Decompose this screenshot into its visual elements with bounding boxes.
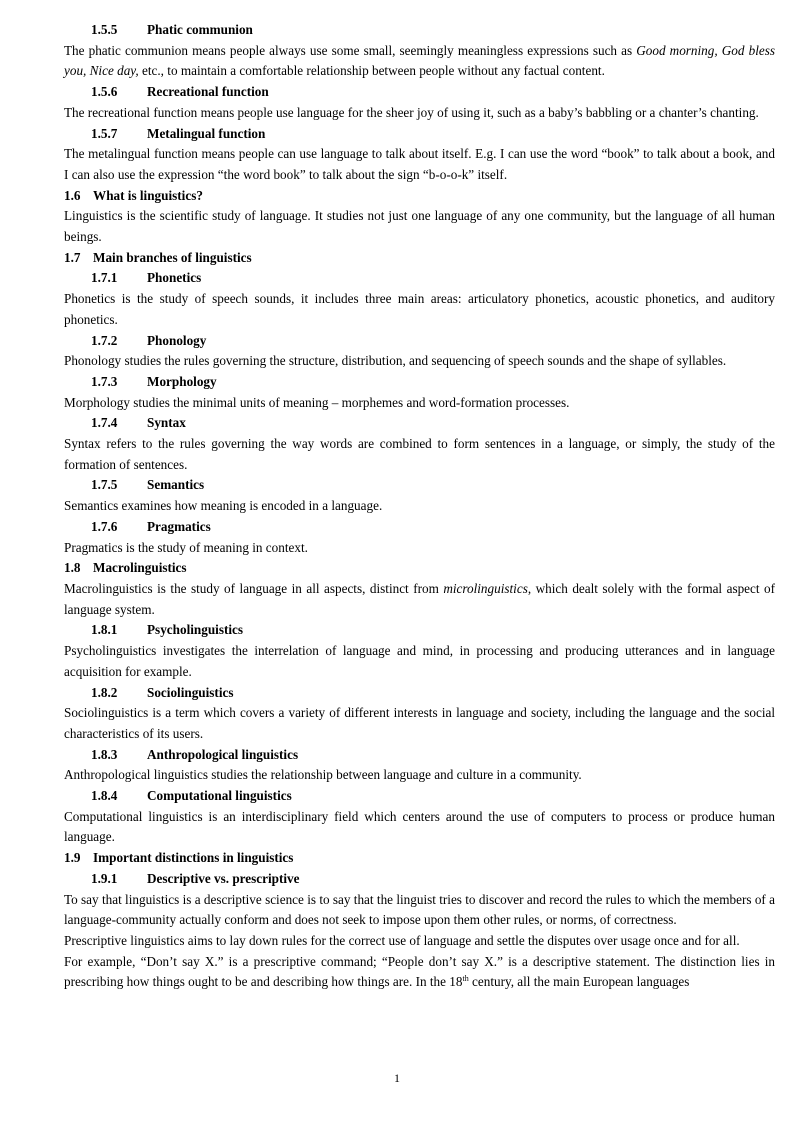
paragraph: Anthropological linguistics studies the relationship between language and culture in a community. — [64, 767, 582, 783]
section-title: Descriptive vs. prescriptive — [147, 870, 300, 886]
section-number: 1.5.7 — [91, 125, 118, 141]
superscript: th — [462, 974, 469, 984]
heading-1-9 — [64, 848, 775, 869]
heading-1-8-2 — [64, 683, 775, 704]
paragraph: Phonetics is the study of speech sounds, it includes three main areas: articulatory phonetics, acoustic phonetics, and auditory phonetics. — [64, 291, 775, 327]
text: Macrolinguistics is the study of language in all aspects, distinct from — [64, 580, 444, 596]
section-number: 1.6 — [64, 187, 81, 203]
heading-1-5-5 — [64, 20, 775, 41]
paragraph: Pragmatics is the study of meaning in context. — [64, 539, 308, 555]
page-number: 1 — [394, 1071, 400, 1085]
section-title: Anthropological linguistics — [147, 746, 299, 762]
heading-1-5-7 — [64, 124, 775, 145]
heading-1-7-3 — [64, 372, 775, 393]
section-title: Macrolinguistics — [93, 560, 187, 576]
heading-1-5-6 — [64, 82, 775, 103]
paragraph: Syntax refers to the rules governing the way words are combined to form sentences in a language, or simply, the study of the formation of sentences. — [64, 436, 775, 472]
paragraph: Linguistics is the scientific study of language. It studies not just one language of any one community, but the language of all human beings. — [64, 208, 775, 245]
section-number: 1.8 — [64, 560, 81, 576]
text: , which dealt solely with the formal aspect of language system. — [64, 580, 776, 617]
section-number: 1.8.3 — [91, 746, 118, 762]
section-number: 1.7.5 — [91, 477, 118, 493]
heading-1-7-5 — [64, 475, 775, 496]
section-number: 1.7.6 — [91, 518, 118, 534]
heading-1-9-1 — [64, 869, 775, 890]
paragraph: Sociolinguistics is a term which covers a variety of different interests in language and society, including the language and the social characteristics of its users. — [64, 705, 775, 741]
paragraph: Prescriptive linguistics aims to lay down rules for the correct use of language and settle the disputes over usage once and for all. — [64, 932, 740, 948]
section-title: Metalingual function — [147, 125, 266, 141]
section-number: 1.5.6 — [91, 84, 118, 100]
section-number: 1.7.3 — [91, 373, 118, 389]
section-title: Psycholinguistics — [147, 622, 243, 638]
heading-1-8-4 — [64, 786, 775, 807]
section-title: What is linguistics? — [93, 187, 203, 203]
heading-1-7-6 — [64, 517, 775, 538]
heading-1-7-4 — [64, 413, 775, 434]
section-title: Phatic communion — [147, 22, 253, 37]
section-number: 1.9.1 — [91, 870, 118, 886]
section-number: 1.8.2 — [91, 684, 118, 700]
section-number: 1.7.4 — [91, 415, 118, 431]
section-title: Morphology — [147, 373, 217, 389]
paragraph: Semantics examines how meaning is encoded in a language. — [64, 498, 383, 514]
paragraph: Morphology studies the minimal units of meaning – morphemes and word-formation processes. — [64, 394, 570, 410]
heading-1-7-1 — [64, 268, 775, 289]
italic-examples: Good morning, God bless you, Nice day, — [64, 42, 775, 79]
heading-1-7-2 — [64, 331, 775, 352]
paragraph: The metalingual function means people can use language to talk about itself. E.g. I can use the word “book” to talk about a book, and I can also use the expression “the word book” to talk about the sign “b-o-o-k” itself. — [64, 146, 775, 182]
section-title: Computational linguistics — [147, 788, 292, 804]
section-number: 1.7.2 — [91, 332, 118, 348]
section-title: Phonology — [147, 332, 207, 348]
paragraph: To say that linguistics is a descriptive science is to say that the linguist tries to discover and record the rules to which the members of a language-community actually conform and does not seek to impose upon them other rules, or norms, of correctness. — [64, 891, 775, 928]
heading-1-7 — [64, 248, 775, 269]
section-title: Main branches of linguistics — [93, 249, 252, 265]
heading-1-8 — [64, 558, 775, 579]
paragraph: Psycholinguistics investigates the interrelation of language and mind, in processing and producing utterances and in language acquisition for example. — [64, 643, 775, 679]
section-number: 1.7.1 — [91, 270, 118, 286]
text: For example, “Don’t say X.” is a prescriptive command; “People don’t say X.” is a descriptive statement. The distinction lies in prescribing how things ought to be and describing how things are. In the 18 — [64, 953, 775, 990]
section-title: Recreational function — [147, 84, 269, 100]
section-number: 1.9 — [64, 850, 81, 866]
paragraph: Computational linguistics is an interdisciplinary field which centers around the use of computers to process or produce human language. — [64, 808, 775, 845]
heading-1-8-3 — [64, 745, 775, 766]
italic-term: microlinguistics — [443, 580, 528, 596]
section-number: 1.7 — [64, 249, 81, 265]
text: The phatic communion means people always use some small, seemingly meaningless expressions such as — [64, 42, 637, 58]
section-title: Phonetics — [147, 270, 202, 286]
paragraph: The recreational function means people use language for the sheer joy of using it, such as a baby’s babbling or a chanter’s chanting. — [64, 104, 759, 120]
paragraph — [64, 41, 775, 82]
heading-1-8-1 — [64, 620, 775, 641]
section-title: Sociolinguistics — [147, 684, 234, 700]
heading-1-6 — [64, 186, 775, 207]
section-number: 1.8.4 — [91, 788, 118, 804]
paragraph: Phonology studies the rules governing the structure, distribution, and sequencing of speech sounds and the shape of syllables. — [64, 353, 727, 369]
text: etc., to maintain a comfortable relationship between people without any factual content. — [138, 63, 605, 79]
section-title: Syntax — [147, 415, 186, 431]
section-number: 1.5.5 — [91, 22, 118, 37]
section-title: Pragmatics — [147, 518, 211, 534]
text: century, all the main European languages — [468, 974, 690, 990]
section-title: Semantics — [147, 477, 205, 493]
paragraph — [64, 952, 775, 993]
paragraph — [64, 579, 775, 620]
section-number: 1.8.1 — [91, 622, 118, 638]
document-page — [64, 20, 775, 993]
section-title: Important distinctions in linguistics — [93, 850, 294, 866]
